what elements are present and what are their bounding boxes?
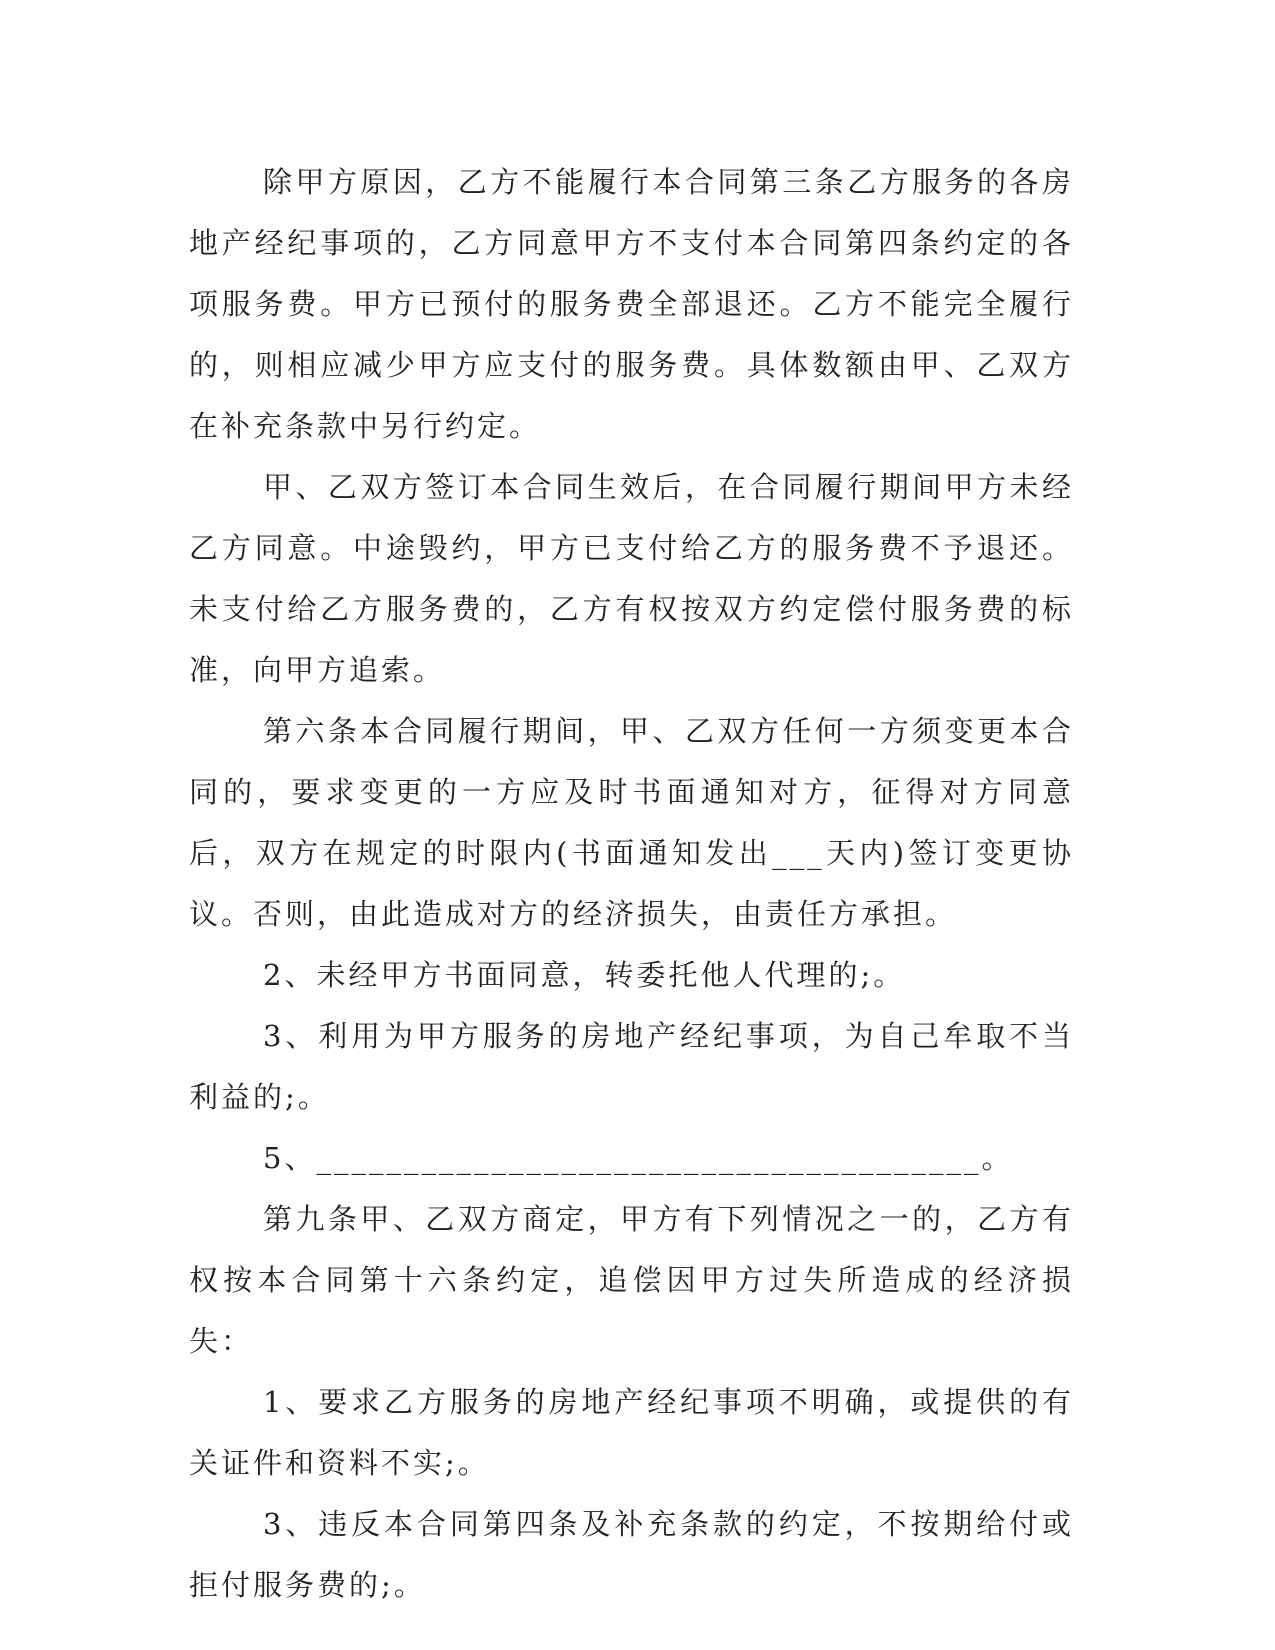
- paragraph: 第六条本合同履行期间，甲、乙双方任何一方须变更本合同的，要求变更的一方应及时书面通知对方，征得对方同意后，双方在规定的时限内(书面通知发出___天内)签订变更协议。否则，由此造成对方的经济损失，由责任方承担。: [189, 714, 1074, 931]
- paragraph: 5、______________________________________。: [263, 1141, 1014, 1175]
- paragraph: 3、利用为甲方服务的房地产经纪事项，为自己牟取不当利益的;。: [189, 1019, 1074, 1114]
- paragraph: 甲、乙双方签订本合同生效后，在合同履行期间甲方未经乙方同意。中途毁约，甲方已支付给乙方的服务费不予退还。未支付给乙方服务费的，乙方有权按双方约定偿付服务费的标准，向甲方追索。: [189, 470, 1074, 687]
- paragraph: 除甲方原因，乙方不能履行本合同第三条乙方服务的各房地产经纪事项的，乙方同意甲方不支付本合同第四条约定的各项服务费。甲方已预付的服务费全部退还。乙方不能完全履行的，则相应减少甲方应支付的服务费。具体数额由甲、乙双方在补充条款中另行约定。: [189, 165, 1074, 443]
- paragraph: 2、未经甲方书面同意，转委托他人代理的;。: [263, 958, 906, 992]
- paragraph: 第九条甲、乙双方商定，甲方有下列情况之一的，乙方有权按本合同第十六条约定，追偿因甲方过失所造成的经济损失：: [189, 1202, 1074, 1358]
- document-body: [189, 152, 1074, 1616]
- paragraph: 1、要求乙方服务的房地产经纪事项不明确，或提供的有关证件和资料不实;。: [189, 1385, 1074, 1480]
- paragraph: 3、违反本合同第四条及补充条款的约定，不按期给付或拒付服务费的;。: [189, 1507, 1074, 1602]
